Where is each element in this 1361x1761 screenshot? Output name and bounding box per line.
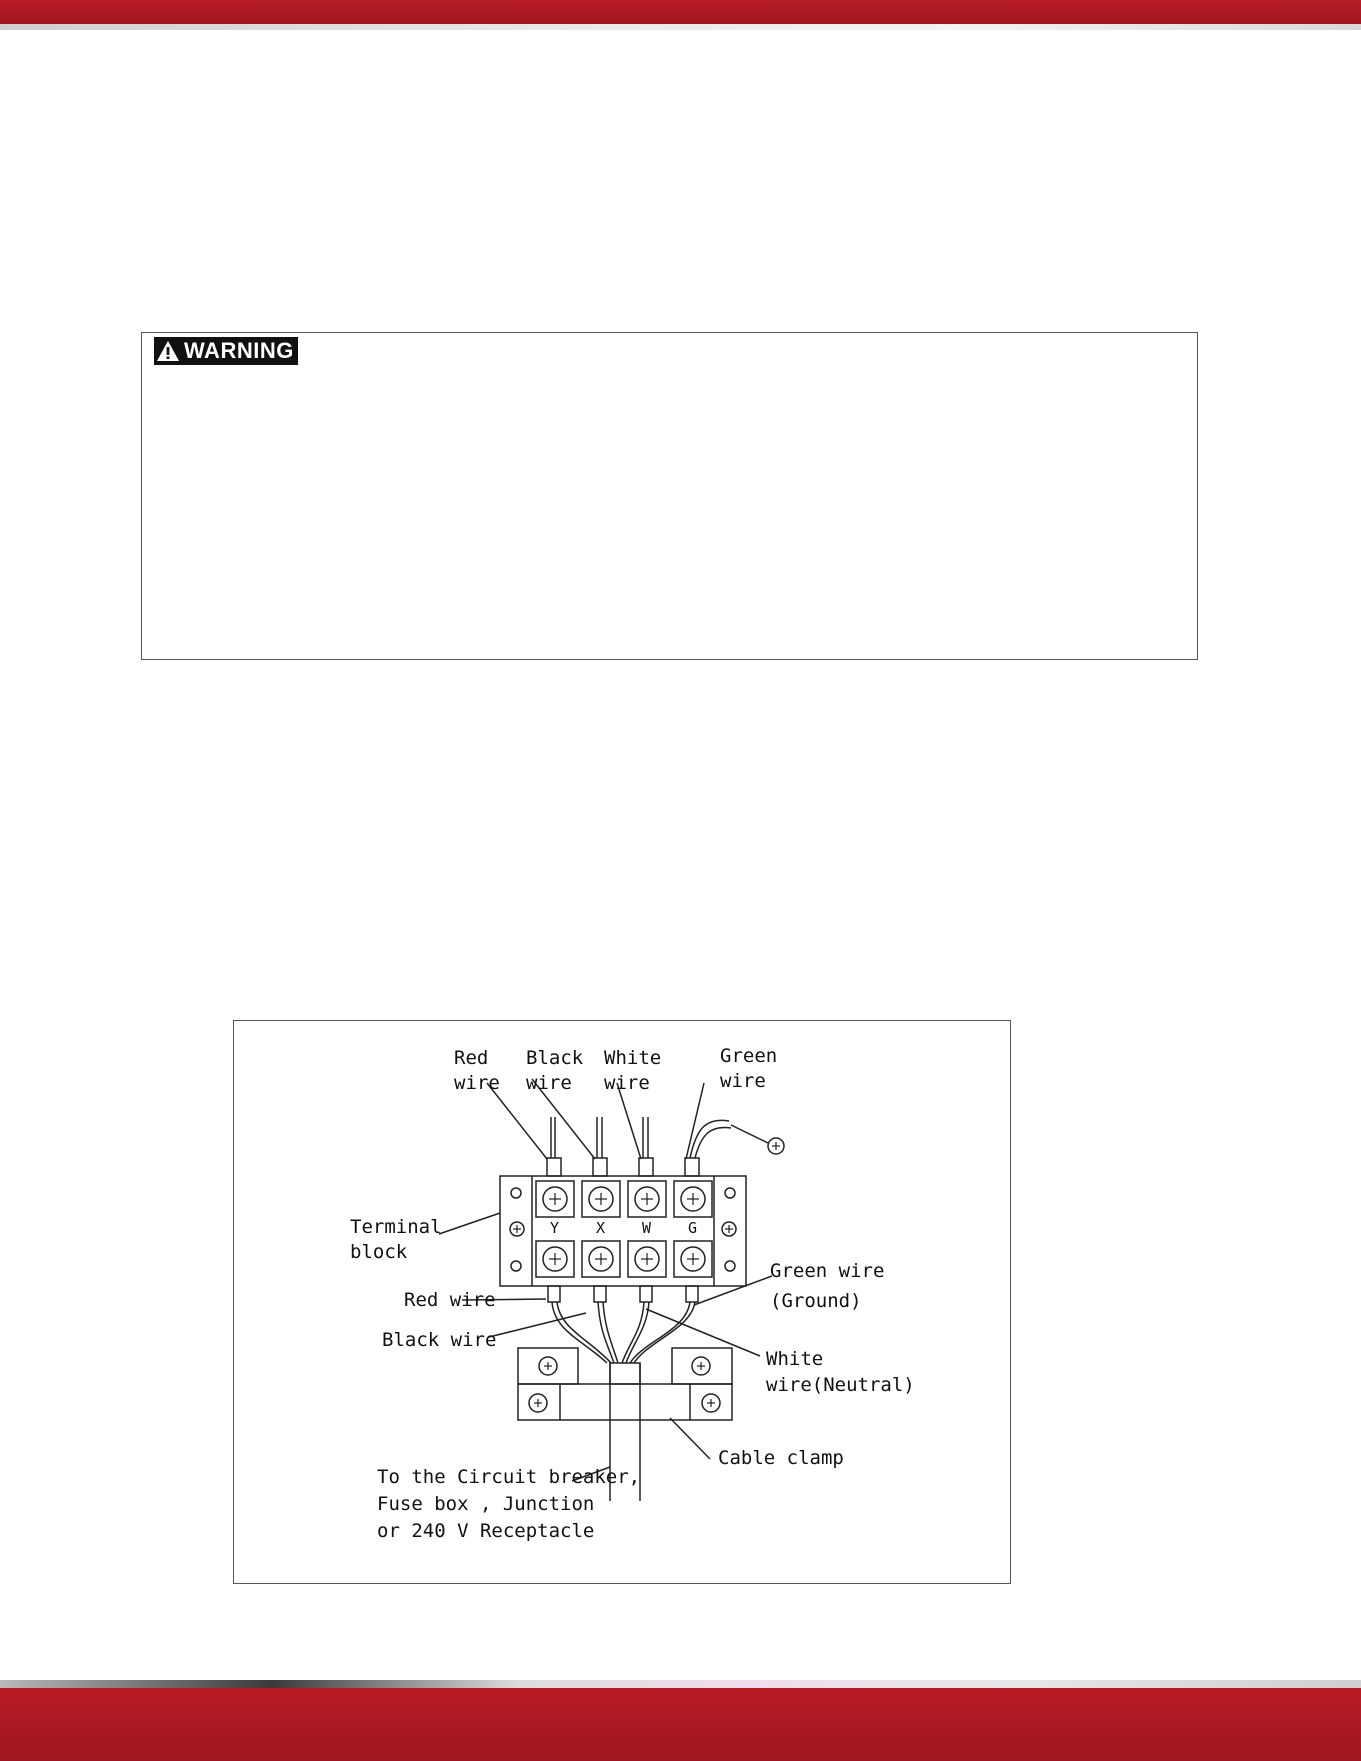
label-red-wire-top-line1: Red (454, 1047, 489, 1069)
terminal-letter-y: Y (550, 1219, 560, 1237)
label-white-wire-top-line1: White (604, 1047, 662, 1069)
label-green-wire-top-line1: Green (720, 1045, 778, 1067)
label-terminal-block-line2: block (350, 1241, 408, 1263)
label-destination-line3: or 240 V Receptacle (377, 1520, 595, 1542)
label-terminal-block-line1: Terminal (350, 1216, 442, 1238)
label-destination-line2: Fuse box , Junction (377, 1493, 595, 1515)
label-white-wire-top-line2: wire (604, 1072, 650, 1094)
footer-band-shadow (0, 1680, 1361, 1688)
cable-clamp (518, 1384, 732, 1420)
wiring-diagram (233, 1020, 1011, 1584)
terminal-letter-g: G (688, 1219, 698, 1237)
label-green-wire-top-line2: wire (720, 1070, 766, 1092)
label-white-wire-neutral-line2: wire(Neutral) (766, 1374, 915, 1396)
warning-text: WARNING (184, 338, 294, 363)
label-destination-line1: To the Circuit breaker, (377, 1466, 641, 1488)
warning-box (141, 332, 1198, 660)
wiring-diagram-svg (234, 1021, 1012, 1585)
label-red-wire-bottom: Red wire (404, 1289, 496, 1311)
label-black-wire-top-line2: wire (526, 1072, 572, 1094)
label-green-wire-ground-line1: Green wire (770, 1260, 885, 1282)
footer-band (0, 1688, 1361, 1761)
label-green-wire-ground-line2: (Ground) (770, 1290, 862, 1312)
header-band (0, 0, 1361, 24)
terminal-block (500, 1176, 746, 1286)
label-black-wire-bottom: Black wire (382, 1329, 497, 1351)
label-cable-clamp: Cable clamp (718, 1447, 844, 1469)
warning-label (154, 337, 298, 365)
terminal-letter-x: X (596, 1219, 606, 1237)
exclamation-triangle-icon (156, 340, 180, 362)
terminal-letter-w: W (642, 1219, 652, 1237)
header-band-shadow (0, 24, 1361, 30)
label-black-wire-top-line1: Black (526, 1047, 584, 1069)
label-red-wire-top-line2: wire (454, 1072, 500, 1094)
label-white-wire-neutral-line1: White (766, 1348, 824, 1370)
